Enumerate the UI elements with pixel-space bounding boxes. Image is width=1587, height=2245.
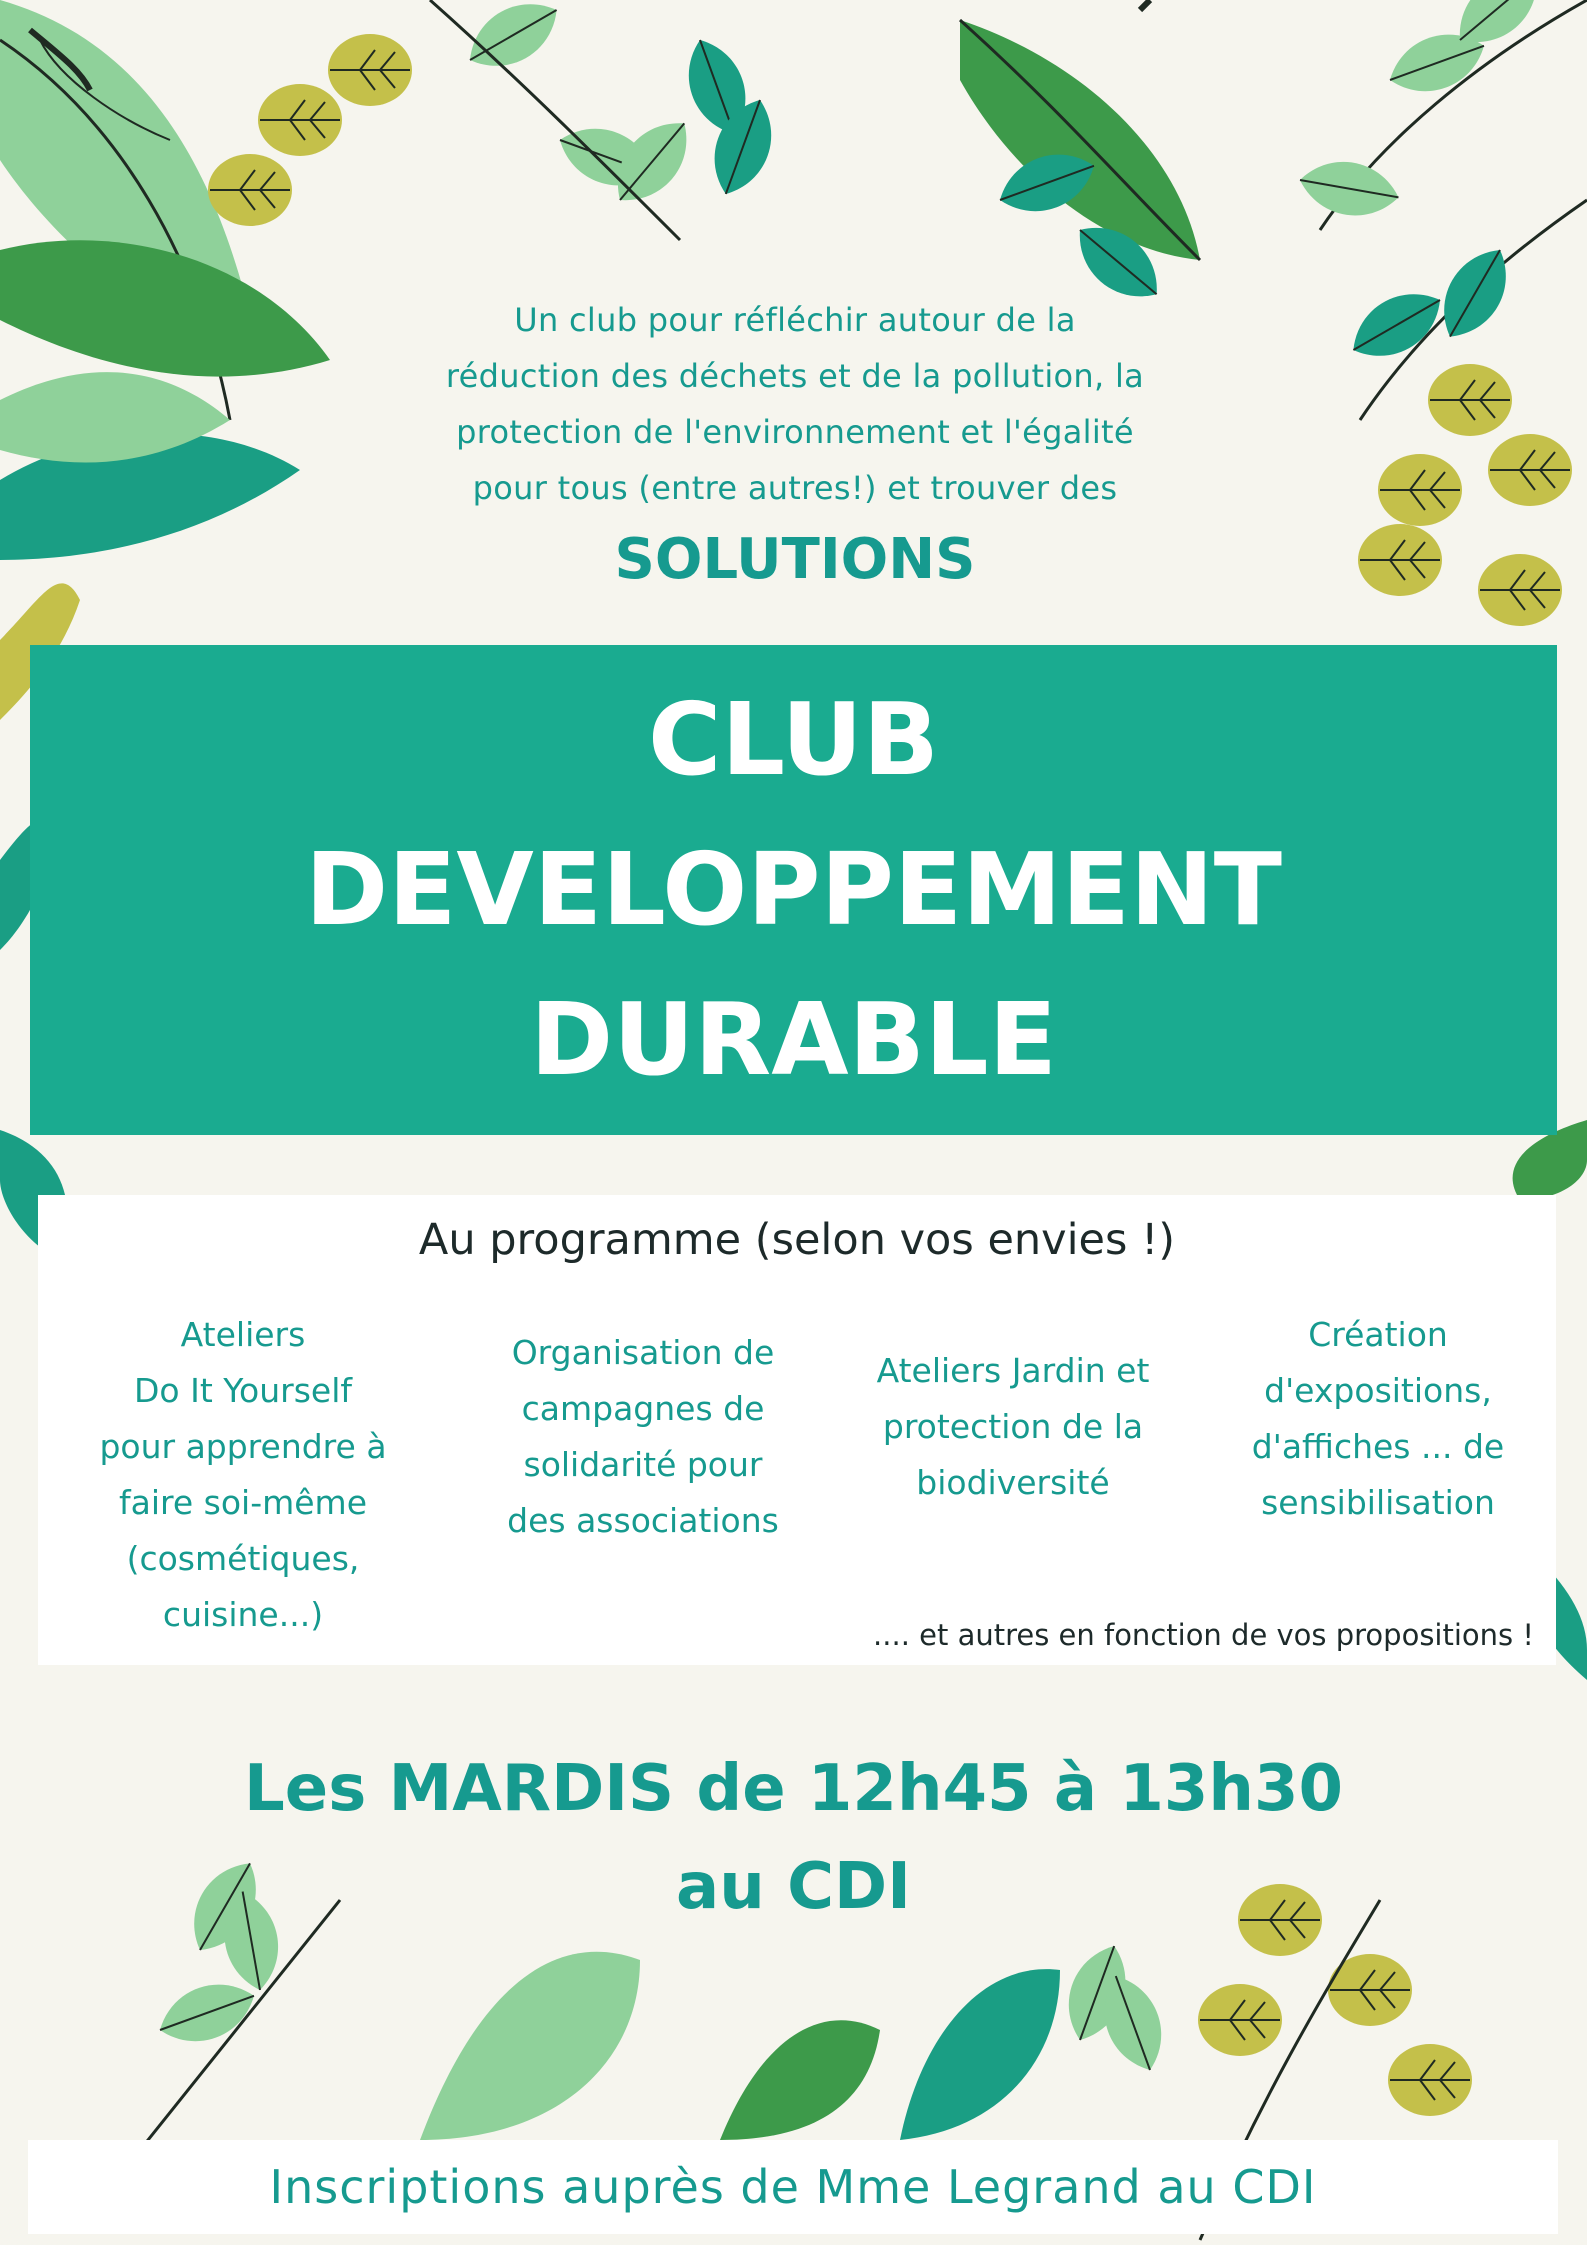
intro-line: pour tous (entre autres!) et trouver des	[472, 469, 1118, 507]
leaf-cluster-top-center	[430, 0, 1200, 314]
title-line: DEVELOPPEMENT	[305, 831, 1282, 948]
leaf-cluster-top-right	[1295, 0, 1587, 626]
title-banner	[30, 645, 1557, 1135]
schedule-location: au CDI	[676, 1850, 911, 1924]
program-box	[38, 1195, 1556, 1665]
program-item: Ateliers Do It Yourself pour apprendre à faire soi-même (cosmétiques, cuisine...)	[99, 1315, 387, 1634]
intro-line: Un club pour réfléchir autour de la	[514, 301, 1076, 339]
solutions-heading: SOLUTIONS	[614, 527, 976, 592]
program-title: Au programme (selon vos envies !)	[418, 1215, 1176, 1265]
schedule-info	[120, 1740, 1467, 1936]
title-line: CLUB	[648, 681, 939, 798]
intro-line: protection de l'environnement et l'égalité	[456, 413, 1134, 451]
program-item: Création d'expositions, d'affiches ... de sensibilisation	[1251, 1315, 1505, 1522]
intro-text	[380, 292, 1210, 516]
program-item: Organisation de campagnes de solidarité pour des associations	[507, 1333, 779, 1540]
program-footnote: .... et autres en fonction de vos propositions !	[873, 1618, 1534, 1652]
schedule-line: Les MARDIS de 12h45 à 13h30	[244, 1752, 1343, 1826]
program-item: Ateliers Jardin et protection de la biodiversité	[876, 1351, 1150, 1502]
registration-footer: Inscriptions auprès de Mme Legrand au CDI	[28, 2140, 1558, 2234]
title-line: DURABLE	[530, 981, 1057, 1098]
intro-line: réduction des déchets et de la pollution, la	[445, 357, 1145, 395]
